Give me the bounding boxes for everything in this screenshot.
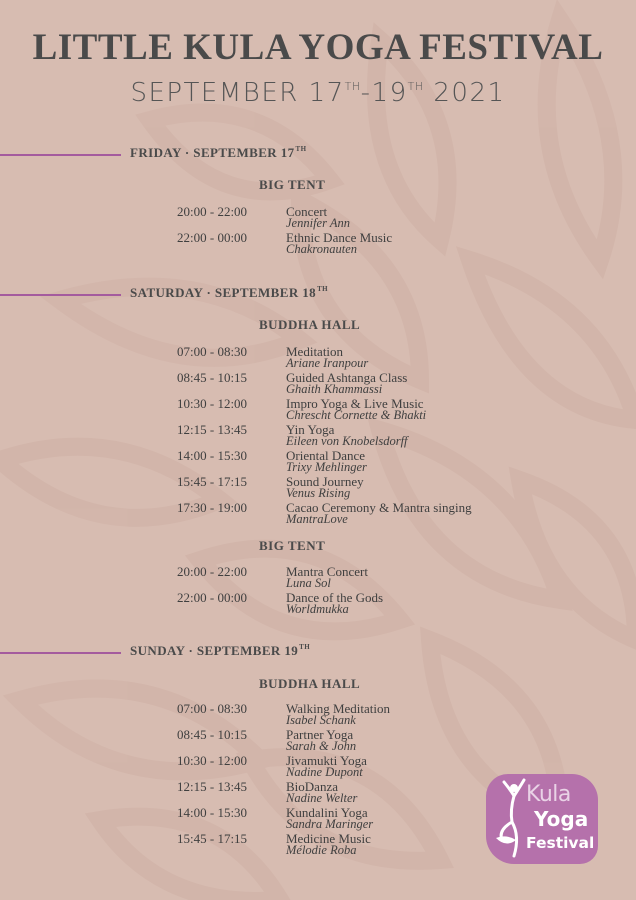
event-performer: Trixy Mehlinger — [286, 460, 367, 474]
day-divider-line — [0, 652, 121, 654]
day-heading-sunday — [0, 643, 636, 663]
event-row — [0, 590, 636, 616]
festival-title: LITTLE KULA YOGA FESTIVAL — [32, 27, 604, 68]
event-name: Concert — [286, 204, 328, 219]
event-time: 14:00 - 15:30 — [177, 805, 248, 820]
event-time: 17:30 - 19:00 — [177, 500, 248, 515]
event-name: Medicine Music — [286, 831, 371, 846]
event-list — [0, 204, 636, 256]
event-name: Cacao Ceremony & Mantra singing — [286, 500, 472, 515]
event-name: Dance of the Gods — [286, 590, 384, 605]
event-row — [0, 204, 636, 230]
event-row — [0, 500, 636, 526]
event-performer: Jennifer Ann — [286, 216, 350, 230]
event-performer: Nadine Welter — [286, 791, 358, 805]
event-performer: Chrescht Cornette & Bhakti — [286, 408, 427, 422]
day-label: SATURDAY · SEPTEMBER 18 — [130, 285, 317, 300]
venue-heading: BUDDHA HALL — [259, 676, 361, 691]
day-label: SUNDAY · SEPTEMBER 19 — [130, 643, 299, 658]
event-time: 08:45 - 10:15 — [177, 727, 248, 742]
event-name: Impro Yoga & Live Music — [286, 396, 424, 411]
event-performer: Chakronauten — [286, 242, 358, 256]
event-name: BioDanza — [286, 779, 338, 794]
event-row — [0, 448, 636, 474]
event-performer: MantraLove — [286, 512, 348, 526]
event-time: 08:45 - 10:15 — [177, 370, 248, 385]
kula-yoga-festival-logo — [486, 774, 598, 864]
venue-heading: BIG TENT — [259, 538, 326, 553]
logo-text-yoga: Yoga — [534, 807, 589, 831]
event-name: Kundalini Yoga — [286, 805, 368, 820]
event-time: 10:30 - 12:00 — [177, 396, 248, 411]
event-time: 15:45 - 17:15 — [177, 831, 248, 846]
event-name: Meditation — [286, 344, 344, 359]
event-row — [0, 701, 636, 727]
event-performer: Mélodie Roba — [286, 843, 357, 857]
venue-heading: BIG TENT — [259, 177, 326, 192]
event-name: Guided Ashtanga Class — [286, 370, 408, 385]
event-performer: Ariane Iranpour — [286, 356, 369, 370]
event-name: Walking Meditation — [286, 701, 391, 716]
event-name: Ethnic Dance Music — [286, 230, 393, 245]
event-row — [0, 370, 636, 396]
event-performer: Nadine Dupont — [286, 765, 363, 779]
event-time: 14:00 - 15:30 — [177, 448, 248, 463]
dates-year: 2021 — [423, 78, 506, 108]
day-label: FRIDAY · SEPTEMBER 17 — [130, 145, 295, 160]
event-performer: Worldmukka — [286, 602, 349, 616]
event-row — [0, 727, 636, 753]
event-name: Oriental Dance — [286, 448, 366, 463]
event-time: 12:15 - 13:45 — [177, 422, 248, 437]
dates-sup-start: TH — [344, 80, 361, 93]
event-row — [0, 474, 636, 500]
dates-start: SEPTEMBER 17 — [130, 78, 345, 108]
event-name: Sound Journey — [286, 474, 364, 489]
event-row — [0, 396, 636, 422]
dates-sup-end: TH — [407, 80, 424, 93]
event-name: Yin Yoga — [286, 422, 335, 437]
event-time: 10:30 - 12:00 — [177, 753, 248, 768]
festival-dates — [0, 78, 636, 108]
event-performer: Isabel Schank — [286, 713, 356, 727]
event-performer: Ghaith Khammassi — [286, 382, 383, 396]
event-time: 22:00 - 00:00 — [177, 230, 248, 245]
event-row — [0, 344, 636, 370]
event-time: 07:00 - 08:30 — [177, 344, 248, 359]
day-divider-line — [0, 154, 121, 156]
event-time: 22:00 - 00:00 — [177, 590, 248, 605]
day-suffix: TH — [317, 285, 328, 293]
event-time: 20:00 - 22:00 — [177, 564, 248, 579]
event-name: Mantra Concert — [286, 564, 368, 579]
event-time: 20:00 - 22:00 — [177, 204, 248, 219]
event-performer: Venus Rising — [286, 486, 351, 500]
event-performer: Eileen von Knobelsdorff — [286, 434, 408, 448]
event-name: Jivamukti Yoga — [286, 753, 367, 768]
day-heading-saturday — [0, 285, 636, 305]
event-time: 07:00 - 08:30 — [177, 701, 248, 716]
dates-mid: -19 — [360, 78, 408, 108]
event-row — [0, 422, 636, 448]
day-divider-line — [0, 294, 121, 296]
event-list — [0, 344, 636, 526]
event-list — [0, 564, 636, 616]
event-row — [0, 230, 636, 256]
event-performer: Luna Sol — [286, 576, 331, 590]
event-time: 15:45 - 17:15 — [177, 474, 248, 489]
event-performer: Sandra Maringer — [286, 817, 374, 831]
day-suffix: TH — [299, 643, 311, 651]
event-time: 12:15 - 13:45 — [177, 779, 248, 794]
event-name: Partner Yoga — [286, 727, 354, 742]
day-heading-friday — [0, 145, 636, 165]
logo-text-festival: Festival — [526, 834, 595, 852]
event-row — [0, 564, 636, 590]
event-performer: Sarah & John — [286, 739, 357, 753]
logo-text-kula: Kula — [526, 782, 571, 807]
venue-heading: BUDDHA HALL — [259, 317, 361, 332]
day-suffix: TH — [295, 145, 307, 153]
